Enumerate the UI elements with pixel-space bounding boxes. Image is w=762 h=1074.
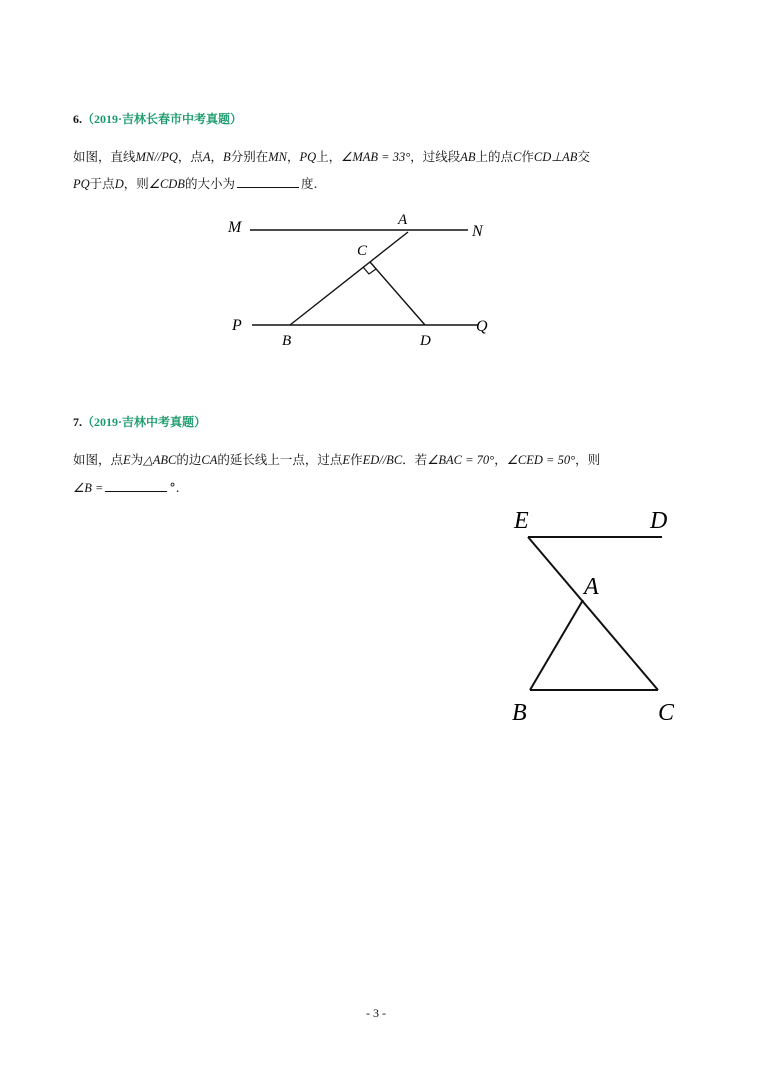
question-7-line-1	[73, 451, 600, 469]
text: ，过线段	[410, 149, 461, 164]
math: E	[123, 453, 131, 467]
math: MN	[268, 150, 287, 164]
question-7-line-2	[73, 479, 180, 497]
text: 作	[350, 452, 363, 467]
question-6-header	[73, 110, 242, 127]
math: ∠BAC = 70°	[427, 453, 495, 467]
label-a: A	[584, 574, 599, 600]
label-q: Q	[476, 318, 488, 335]
label-d: D	[650, 508, 668, 534]
question-6-line-2	[73, 175, 317, 193]
text: ，则	[575, 452, 601, 467]
text: ，点	[177, 149, 203, 164]
math: PQ	[73, 177, 90, 191]
math: CD⊥AB	[533, 150, 578, 164]
question-7-header	[73, 413, 206, 430]
math: ∠B =	[73, 481, 104, 495]
label-d: D	[420, 333, 431, 349]
text: 度.	[300, 176, 318, 191]
text: 分别在	[230, 149, 269, 164]
label-c: C	[357, 243, 368, 259]
text: 于点	[89, 176, 115, 191]
answer-blank	[237, 175, 299, 188]
math: E	[342, 453, 351, 467]
math: D	[114, 177, 124, 191]
text: ，	[286, 149, 300, 164]
segment-ab	[290, 232, 408, 325]
text: °.	[169, 480, 180, 495]
segment-ba	[530, 600, 583, 690]
question-number: 6.	[73, 112, 82, 126]
text: ，	[494, 452, 507, 467]
text: 如图，点	[73, 452, 124, 467]
question-number: 7.	[73, 415, 82, 429]
label-c: C	[658, 700, 675, 726]
math: B	[223, 150, 231, 164]
math: ∠CDB	[148, 177, 185, 191]
label-a: A	[398, 212, 408, 228]
math: C	[513, 150, 522, 164]
math: PQ	[299, 150, 317, 164]
label-b: B	[282, 333, 292, 349]
math: MN//PQ	[135, 150, 178, 164]
text: ．若	[402, 452, 428, 467]
answer-blank	[105, 479, 167, 492]
page-number: - 3 -	[366, 1006, 386, 1020]
math: ∠MAB = 33°	[341, 150, 411, 164]
label-p: P	[232, 317, 242, 334]
question-source: （2019·吉林长春市中考真题）	[82, 112, 243, 126]
text: 上，	[316, 149, 342, 164]
math: △ABC	[143, 453, 177, 467]
segment-ec	[528, 537, 658, 690]
label-e: E	[514, 508, 529, 534]
text: ，	[210, 149, 224, 164]
text: 的延长线上一点，过点	[217, 452, 343, 467]
math: A	[202, 150, 211, 164]
question-source: （2019·吉林中考真题）	[82, 415, 207, 429]
text: 上的点	[475, 149, 514, 164]
text: 如图，直线	[73, 149, 136, 164]
question-6-line-1	[73, 148, 590, 166]
math: AB	[460, 150, 476, 164]
math: CA	[201, 453, 218, 467]
math: ED//BC	[362, 453, 403, 467]
question-6-figure	[220, 208, 510, 350]
label-n: N	[472, 223, 483, 240]
segment-cd	[370, 262, 425, 325]
math: ∠CED = 50°	[506, 453, 576, 467]
text: 为	[130, 452, 144, 467]
text: 作	[521, 149, 534, 164]
label-b: B	[512, 700, 527, 726]
label-m: M	[228, 219, 242, 236]
text: ，则	[123, 176, 149, 191]
question-7-figure	[500, 500, 700, 730]
right-angle-mark	[363, 267, 376, 274]
text: 的边	[176, 452, 202, 467]
text: 交	[577, 149, 590, 164]
text: 的大小为	[184, 176, 235, 191]
